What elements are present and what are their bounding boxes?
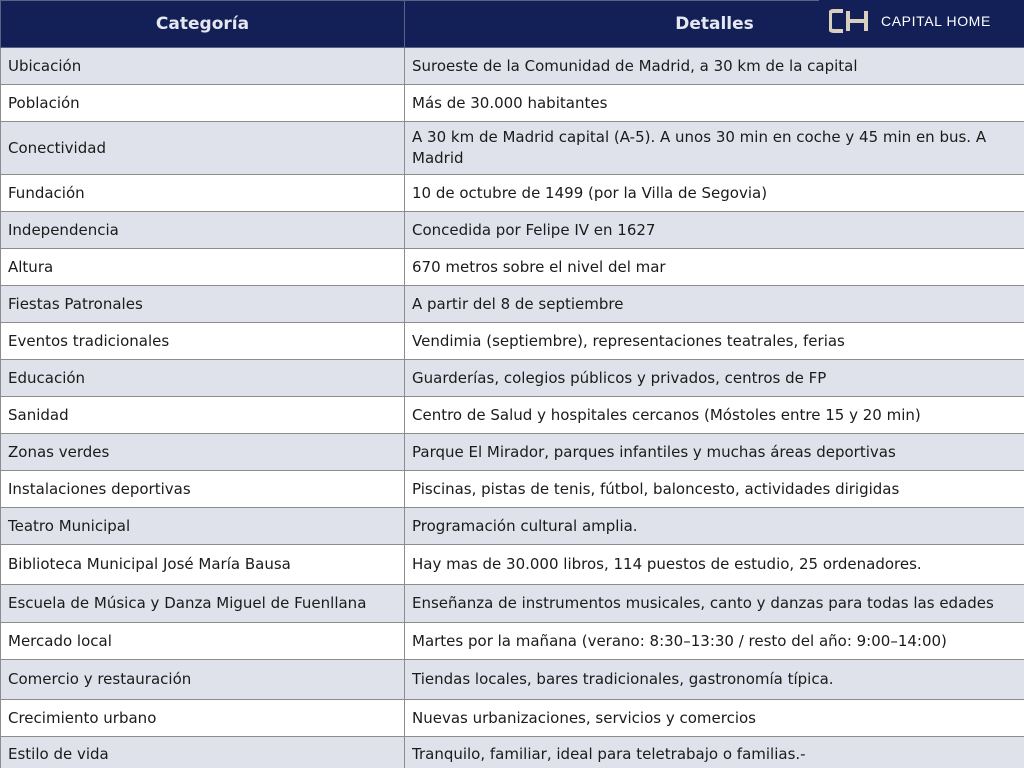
cell-categoria: Conectividad [1,122,405,175]
table-row [1,623,1024,660]
cell-detalles: Guarderías, colegios públicos y privados, centros de FP [405,360,1024,397]
cell-detalles: 10 de octubre de 1499 (por la Villa de Segovia) [405,175,1024,212]
cell-detalles: Parque El Mirador, parques infantiles y muchas áreas deportivas [405,434,1024,471]
cell-categoria: Fiestas Patronales [1,286,405,323]
table-row [1,508,1024,545]
cell-categoria: Ubicación [1,48,405,85]
cell-categoria: Sanidad [1,397,405,434]
cell-categoria: Escuela de Música y Danza Miguel de Fuenllana [1,585,405,623]
table-row [1,471,1024,508]
table-row [1,700,1024,737]
table-row [1,660,1024,700]
cell-detalles: A 30 km de Madrid capital (A-5). A unos 30 min en coche y 45 min en bus. A Madrid [405,122,1024,175]
table-row [1,122,1024,175]
header-categoria: Categoría [1,1,405,48]
cell-detalles: Suroeste de la Comunidad de Madrid, a 30 km de la capital [405,48,1024,85]
table-row [1,434,1024,471]
cell-detalles: Más de 30.000 habitantes [405,85,1024,122]
capital-home-logo [819,0,1024,42]
table-row [1,212,1024,249]
table-row [1,360,1024,397]
table-row [1,397,1024,434]
cell-categoria: Población [1,85,405,122]
table-row [1,323,1024,360]
cell-detalles: Hay mas de 30.000 libros, 114 puestos de estudio, 25 ordenadores. [405,545,1024,585]
cell-categoria: Crecimiento urbano [1,700,405,737]
cell-detalles: Enseñanza de instrumentos musicales, canto y danzas para todas las edades [405,585,1024,623]
cell-categoria: Independencia [1,212,405,249]
table-row [1,249,1024,286]
cell-detalles: 670 metros sobre el nivel del mar [405,249,1024,286]
table-row [1,585,1024,623]
table-row [1,85,1024,122]
cell-detalles: Tranquilo, familiar, ideal para teletrabajo o familias.- [405,737,1024,768]
cell-categoria: Altura [1,249,405,286]
cell-detalles: Nuevas urbanizaciones, servicios y comercios [405,700,1024,737]
capital-home-logo-icon [829,9,873,33]
cell-categoria: Eventos tradicionales [1,323,405,360]
cell-categoria: Comercio y restauración [1,660,405,700]
cell-detalles: Piscinas, pistas de tenis, fútbol, baloncesto, actividades dirigidas [405,471,1024,508]
table-row [1,286,1024,323]
table-row [1,175,1024,212]
cell-categoria: Biblioteca Municipal José María Bausa [1,545,405,585]
cell-detalles: Programación cultural amplia. [405,508,1024,545]
cell-categoria: Teatro Municipal [1,508,405,545]
header-detalles: Detalles [405,1,1024,48]
cell-categoria: Zonas verdes [1,434,405,471]
cell-detalles: Tiendas locales, bares tradicionales, gastronomía típica. [405,660,1024,700]
cell-detalles: Vendimia (septiembre), representaciones teatrales, ferias [405,323,1024,360]
table-row [1,545,1024,585]
cell-categoria: Educación [1,360,405,397]
cell-detalles: Centro de Salud y hospitales cercanos (Móstoles entre 15 y 20 min) [405,397,1024,434]
table-row [1,48,1024,85]
cell-categoria: Fundación [1,175,405,212]
brand-name: CAPITAL HOME [881,13,991,29]
cell-categoria: Mercado local [1,623,405,660]
cell-categoria: Instalaciones deportivas [1,471,405,508]
cell-detalles: Concedida por Felipe IV en 1627 [405,212,1024,249]
cell-detalles: A partir del 8 de septiembre [405,286,1024,323]
cell-detalles: Martes por la mañana (verano: 8:30–13:30 / resto del año: 9:00–14:00) [405,623,1024,660]
cell-categoria: Estilo de vida [1,737,405,768]
table-row [1,737,1024,768]
